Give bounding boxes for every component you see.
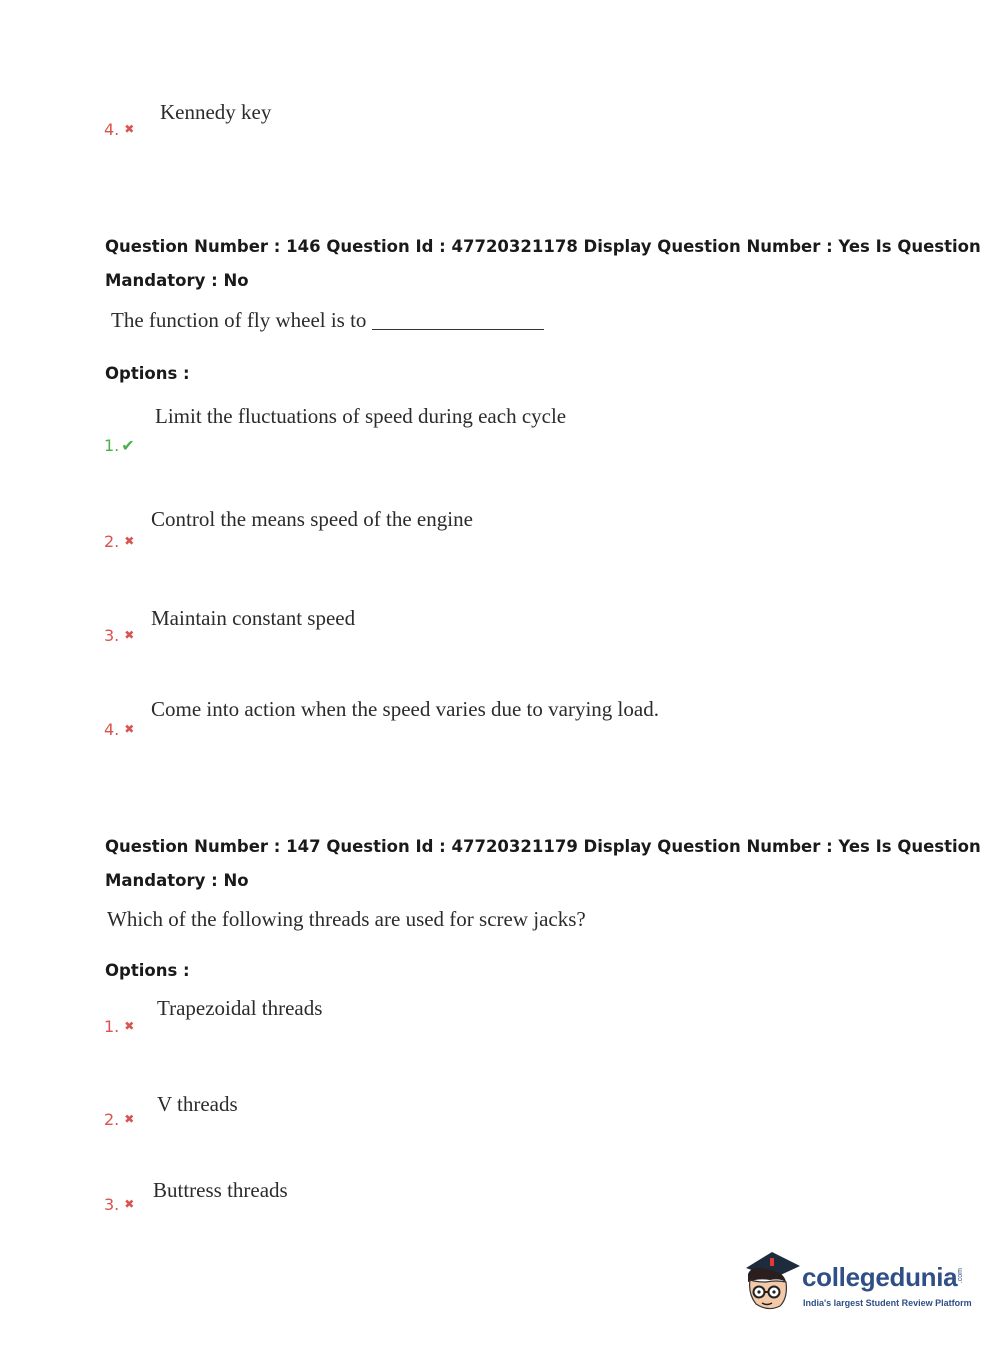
option-text: Buttress threads (153, 1178, 288, 1202)
question-header: Question Number : 147 Question Id : 47720321179 Display Question Number : Yes Is Question (105, 837, 981, 856)
option-number (104, 1017, 134, 1036)
brand-tagline: India's largest Student Review Platform (803, 1298, 972, 1308)
option-text: V threads (157, 1092, 238, 1116)
collegedunia-logo-icon (740, 1248, 800, 1314)
check-icon: ✔ (121, 436, 135, 455)
option-number (104, 532, 134, 551)
cross-icon: ✖ (124, 1112, 135, 1126)
options-label: Options : (105, 364, 190, 383)
option-text: Limit the fluctuations of speed during each cycle (155, 404, 567, 428)
question-text-content: The function of fly wheel is to (111, 308, 367, 332)
question-mandatory: Mandatory : No (105, 871, 249, 890)
cross-icon: ✖ (124, 534, 135, 548)
options-label: Options : (105, 961, 190, 980)
option-text: Kennedy key (160, 100, 272, 124)
option-number (104, 436, 135, 455)
option-text: Control the means speed of the engine (151, 507, 473, 531)
question-mandatory: Mandatory : No (105, 271, 249, 290)
option-index: 2. (104, 1110, 120, 1129)
cross-icon: ✖ (124, 122, 135, 136)
option-number (104, 626, 134, 645)
option-number (104, 1110, 134, 1129)
option-text: Trapezoidal threads (157, 996, 323, 1020)
option-number (104, 120, 134, 139)
option-index: 1. (104, 436, 120, 455)
cross-icon: ✖ (124, 628, 135, 642)
cross-icon: ✖ (124, 1019, 135, 1033)
question-header: Question Number : 146 Question Id : 47720321178 Display Question Number : Yes Is Question (105, 237, 981, 256)
option-index: 4. (104, 120, 120, 139)
question-text (111, 308, 544, 333)
option-index: 4. (104, 720, 120, 739)
option-index: 1. (104, 1017, 120, 1036)
question-text: Which of the following threads are used for screw jacks? (107, 907, 586, 931)
cross-icon: ✖ (124, 1197, 135, 1211)
option-number (104, 720, 134, 739)
option-index: 3. (104, 1195, 120, 1214)
brand-name (802, 1262, 957, 1293)
brand-wordmark: collegedunia (802, 1262, 958, 1292)
option-number (104, 1195, 134, 1214)
option-text: Maintain constant speed (151, 606, 356, 630)
answer-blank (372, 329, 544, 330)
option-index: 3. (104, 626, 120, 645)
cross-icon: ✖ (124, 722, 135, 736)
option-index: 2. (104, 532, 120, 551)
option-text: Come into action when the speed varies due to varying load. (151, 697, 659, 721)
brand-suffix: .com (957, 1268, 964, 1284)
